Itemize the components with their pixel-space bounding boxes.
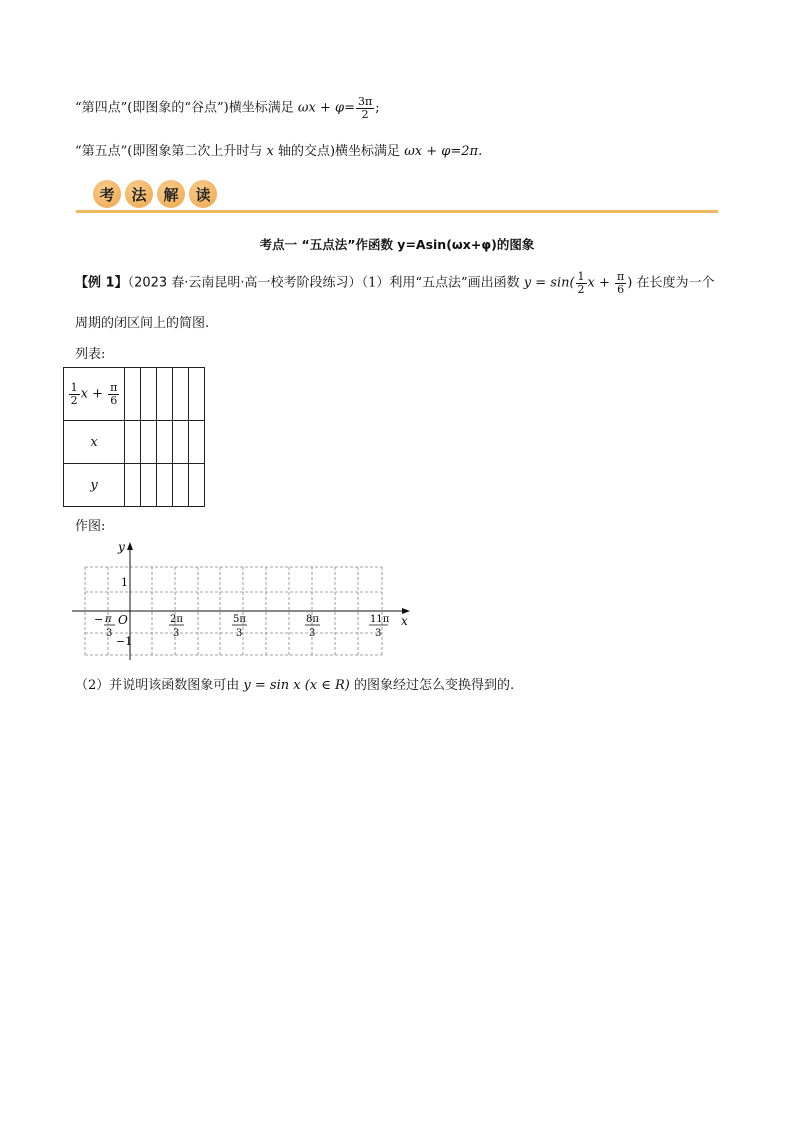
y-axis-arrow [127,542,133,550]
table-cell[interactable] [157,464,173,507]
section-badge-1: 考 [93,180,121,208]
intro-line4-prefix: “第四点”(即图象的“谷点”)横坐标满足 [75,100,298,116]
x-tick-num: π [105,614,112,625]
section-divider [76,210,718,213]
x-tick-den: 3 [375,628,382,639]
x-tick-den: 3 [309,628,316,639]
table-cell[interactable] [125,464,141,507]
table-pi-num: π [110,380,118,394]
draw-label: 作图: [75,519,106,534]
x-tick-5pi-3 [232,614,247,639]
intro-line4-end: ; [375,100,380,116]
table-cell[interactable] [189,368,205,421]
example-half-fraction [576,271,587,295]
x-tick-den: 3 [236,628,243,639]
example-x: x + [587,275,615,291]
table-cell[interactable] [141,368,157,421]
origin-label: O [118,613,128,627]
table-cell[interactable] [157,421,173,464]
intro-line5-var: x [266,144,274,159]
table-row-angle [64,368,205,421]
section-badge-3: 解 [157,180,185,208]
example-part1-suffix: ) 在长度为一个 [627,275,715,291]
table-cell[interactable] [125,368,141,421]
x-tick-num: 5π [233,614,246,625]
table-cell[interactable] [157,368,173,421]
coordinate-grid[interactable] [60,535,420,665]
intro-line4-fraction [356,96,374,120]
table-half-fraction [69,382,80,406]
example-half-num: 1 [577,270,585,283]
table-row-y [64,464,205,507]
part2-suffix: 的图象经过怎么变换得到的. [349,678,515,693]
y-axis-label: y [118,540,125,554]
table-cell[interactable] [173,421,189,464]
y-tick-1: 1 [121,576,128,589]
section-badge-4: 读 [189,180,217,208]
x-tick-8pi-3 [305,614,320,639]
table-head-y: y [64,464,125,507]
example-func-a: y = sin( [523,275,575,291]
example-pi-den: 6 [617,282,625,296]
x-tick-num: 11π [370,614,390,625]
intro-line4-num: 3π [357,95,373,108]
intro-line5-mid: 轴的交点)横坐标满足 [273,144,405,159]
table-half-num: 1 [70,380,78,394]
x-tick-num: 8π [306,614,319,625]
x-tick-den: 3 [173,628,180,639]
example-part1-prefix: （1）利用“五点法”画出函数 [361,275,524,291]
intro-line4-den: 2 [361,107,369,121]
table-pi-fraction [108,382,119,406]
table-cell[interactable] [189,464,205,507]
x-axis-label: x [401,614,408,628]
intro-line4-expr: ωx + φ= [297,100,355,116]
table-cell[interactable] [125,421,141,464]
example-pi-fraction [615,271,626,295]
part2-func: y = sin x (x ∈ R) [243,678,350,693]
example-half-den: 2 [577,282,585,296]
x-tick-11pi-3 [369,614,390,639]
list-label: 列表: [75,347,106,362]
intro-line5-expr: ωx + φ=2π. [404,144,483,159]
x-tick-sign: − [94,613,104,626]
topic-heading: 考点一 “五点法”作函数 y=Asin(ωx+φ)的图象 [259,237,535,252]
table-cell[interactable] [189,421,205,464]
table-x-plus: x + [80,386,108,402]
table-half-den: 2 [70,393,78,407]
example-part-2 [75,674,514,693]
table-row-x [64,421,205,464]
table-pi-den: 6 [110,393,118,407]
table-cell[interactable] [141,421,157,464]
table-head-angle [64,368,125,421]
x-tick-num: 2π [170,614,183,625]
y-tick-neg1: −1 [116,635,133,648]
x-tick-neg-pi-3 [94,613,115,639]
intro-line-5 [75,140,482,159]
part2-prefix: （2）并说明该函数图象可由 [75,678,244,693]
example-line-2: 周期的闭区间上的简图. [75,316,210,331]
x-tick-2pi-3 [169,614,184,639]
example-source: （2023 春·云南昆明·高一校考阶段练习） [127,275,362,291]
example-tag: 【例 1】 [75,275,128,291]
section-banner [93,180,217,210]
table-cell[interactable] [173,464,189,507]
table-cell[interactable] [141,464,157,507]
example-line-1 [75,271,715,295]
intro-line-4 [75,96,380,120]
section-badge-2: 法 [125,180,153,208]
x-tick-den: 3 [106,628,113,639]
example-pi-num: π [617,270,625,283]
table-head-x: x [64,421,125,464]
table-cell[interactable] [173,368,189,421]
intro-line5-prefix: “第五点”(即图象第二次上升时与 [75,144,267,159]
value-table [63,367,205,507]
